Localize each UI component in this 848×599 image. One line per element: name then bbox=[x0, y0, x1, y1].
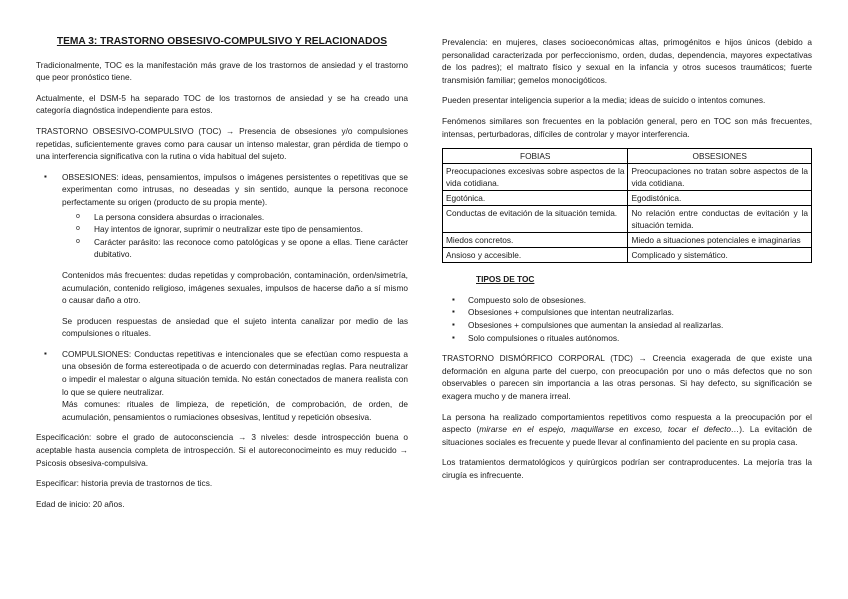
compulsiones-item bbox=[62, 348, 408, 424]
table-cell: No relación entre conductas de evitación y la situación temida. bbox=[628, 206, 812, 233]
table-row bbox=[443, 164, 812, 191]
respuestas-paragraph: Se producen respuestas de ansiedad que el sujeto intenta canalizar por medio de las compulsiones o rituales. bbox=[62, 315, 408, 339]
table-cell: Complicado y sistemático. bbox=[628, 248, 812, 263]
intro-paragraph: Tradicionalmente, TOC es la manifestación más grave de los trastornos de ansiedad y el trastorno que peor pronóstico tiene. bbox=[36, 59, 408, 83]
table-cell: Ansioso y accesible. bbox=[443, 248, 628, 263]
sub-item: o Carácter parásito: las reconoce como patológicas y se opone a ellas. Tiene carácter dubitativo. bbox=[94, 236, 408, 261]
list-item: ▪ Compuesto solo de obsesiones. bbox=[468, 294, 812, 307]
persona-text-italic: mirarse en el espejo, maquillarse en exceso, tocar el defecto… bbox=[479, 424, 740, 435]
table-cell: Egodistónica. bbox=[628, 191, 812, 206]
table-header: OBSESIONES bbox=[628, 149, 812, 164]
obsesiones-text: OBSESIONES: ideas, pensamientos, impulsos o imágenes persistentes o repetitivas que se experimentan como intrusas, no deseadas y sin sentido, aunque la persona reconoce perfectamente su origen (producto de su propia mente). bbox=[62, 171, 408, 207]
list-item: ▪ Obsesiones + compulsiones que aumentan la ansiedad al realizarlas. bbox=[468, 319, 812, 332]
table-row bbox=[443, 233, 812, 248]
edad-paragraph: Edad de inicio: 20 años. bbox=[36, 498, 125, 509]
persona-text-b: ). La evitación de situaciones sociales es frecuente y puede llevar al confinamiento del paciente en su propia casa. bbox=[442, 424, 812, 447]
fenomenos-paragraph: Fenómenos similares son frecuentes en la población general, pero en TOC son más frecuentes, intensas, perturbadoras, difíciles de controlar y mayor interferencia. bbox=[442, 115, 812, 139]
tipos-heading: TIPOS DE TOC bbox=[476, 274, 535, 285]
table-row bbox=[443, 248, 812, 263]
table-cell: Egotónica. bbox=[443, 191, 628, 206]
table-row bbox=[443, 191, 812, 206]
table-header-row bbox=[443, 149, 812, 164]
page-title: TEMA 3: TRASTORNO OBSESIVO-COMPULSIVO Y RELACIONADOS bbox=[56, 36, 388, 47]
table-cell: Preocupaciones excesivas sobre aspectos de la vida cotidiana. bbox=[443, 164, 628, 191]
obsesiones-list bbox=[36, 171, 408, 261]
tratamientos-paragraph: Los tratamientos dermatológicos y quirúrgicos podrían ser contraproducentes. La mejoría tras la cirugía es infrecuente. bbox=[442, 457, 812, 480]
obsesiones-sublist bbox=[62, 211, 408, 261]
persona-text-a: La persona ha realizado comportamientos repetitivos como respuesta a la preocupación por el aspecto ( bbox=[442, 411, 812, 435]
list-item: ▪ Obsesiones + compulsiones que intentan neutralizarlas. bbox=[468, 306, 812, 319]
inteligencia-paragraph: Pueden presentar inteligencia superior a la media; ideas de suicido o intentos comunes. bbox=[442, 95, 766, 106]
fobias-obsesiones-table bbox=[442, 148, 812, 263]
sub-item: o Hay intentos de ignorar, suprimir o neutralizar este tipo de pensamientos. bbox=[94, 223, 408, 236]
table-row bbox=[443, 206, 812, 233]
table-cell: Miedo a situaciones potenciales e imaginarias bbox=[628, 233, 812, 248]
compulsiones-list bbox=[36, 348, 408, 424]
comunes-text: Más comunes: rituales de limpieza, de repetición, de comprobación, de orden, de acumulación, pensamientos o rumiaciones obsesivas, lentitud y repetición obsesiva. bbox=[62, 399, 408, 422]
right-column bbox=[442, 36, 812, 489]
contenidos-paragraph: Contenidos más frecuentes: dudas repetidas y comprobación, contaminación, orden/simetría, acumulación, contenido religioso, imágenes sexuales, impulsos de hacerse daño a sí mismo o causar daño a otro. bbox=[62, 269, 408, 306]
especificacion-paragraph: Especificación: sobre el grado de autoconsciencia → 3 niveles: desde introspección buena o aceptable hasta ausencia completa de introspección. Si el autoreconocimeinto es muy reducido → Psicosis obsesiva-compulsiva. bbox=[36, 432, 408, 468]
sub-item: o La persona considera absurdas o irracionales. bbox=[94, 211, 408, 224]
table-cell: Preocupaciones no tratan sobre aspectos de la vida cotidiana. bbox=[628, 164, 812, 191]
compulsiones-text: COMPULSIONES: Conductas repetitivas e intencionales que se efectúan como respuesta a una obsesión de forma estereotipada o de acuerdo con determinadas reglas. Para neutralizar o impedir el malestar o alguna situación temida. No están conectados de manera realista con lo que se quiere neutralizar. bbox=[62, 348, 408, 397]
dsm5-paragraph: Actualmente, el DSM-5 ha separado TOC de los trastornos de ansiedad y se ha creado una categoría diagnóstica independiente para estos. bbox=[36, 92, 408, 116]
table-header: FOBIAS bbox=[443, 149, 628, 164]
table-cell: Miedos concretos. bbox=[443, 233, 628, 248]
toc-definition: TRASTORNO OBSESIVO-COMPULSIVO (TOC) → Presencia de obsesiones y/o compulsiones repetidas, suficientemente graves como para causar un intenso malestar, gran pérdida de tiempo o una interferencia significativa con la rutina o vida habitual del sujeto. bbox=[36, 125, 408, 162]
dismorfico-paragraph: TRASTORNO DISMÓRFICO CORPORAL (TDC) → Creencia exagerada de que existe una deformación en alguna parte del cuerpo, con preocupación por uno o más defectos que no son observables o parecen sin importancia a las otras personas. Si hay defecto, su significación se exagera mucho y de manera irreal. bbox=[442, 353, 812, 401]
tipos-list bbox=[442, 294, 812, 344]
left-column bbox=[36, 36, 408, 518]
table-cell: Conductas de evitación de la situación temida. bbox=[443, 206, 628, 233]
persona-paragraph bbox=[442, 411, 812, 449]
especificar-paragraph: Especificar: historia previa de trastornos de tics. bbox=[36, 478, 213, 489]
list-item: ▪ Solo compulsiones o rituales autónomos. bbox=[468, 332, 812, 345]
prevalencia-paragraph: Prevalencia: en mujeres, clases socioeconómicas altas, primogénitos e hijos únicos (debido a personalidad caracterizada por perfeccionismo, orden, dudas, dependencia, mayores expectativas de los padres); el maltrato físico y sexual en la infancia y otros sucesos traumáticos; fuerte transmisión familiar; gemelos monocigóticos. bbox=[442, 37, 812, 85]
obsesiones-item bbox=[62, 171, 408, 261]
